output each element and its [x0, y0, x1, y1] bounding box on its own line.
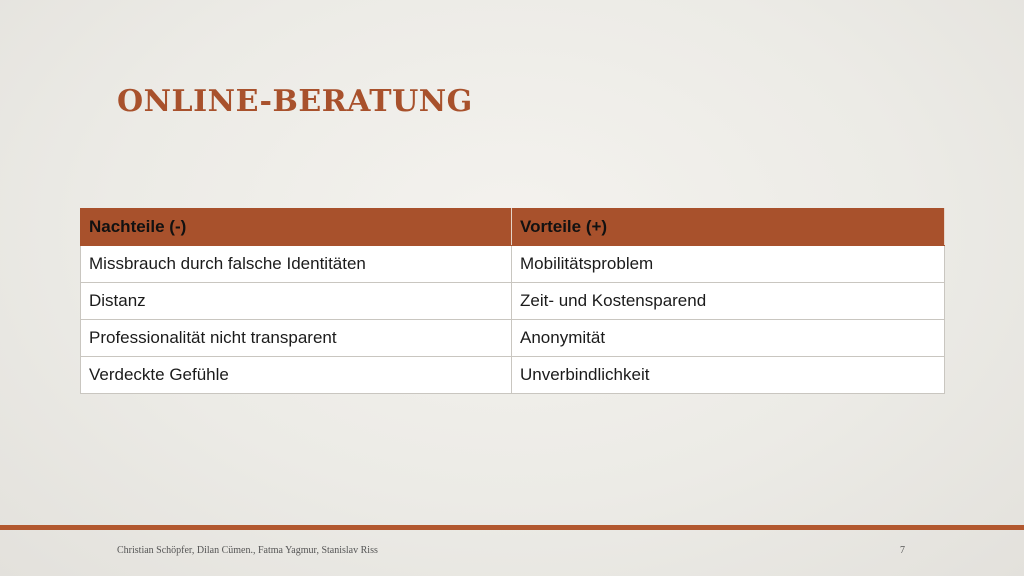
- slide-title: ONLINE-BERATUNG: [117, 84, 473, 119]
- header-nachteile: Nachteile (-): [81, 209, 512, 246]
- table-header-row: [81, 209, 945, 246]
- table-cell-nachteil: Verdeckte Gefühle: [81, 357, 512, 394]
- page-number: 7: [900, 545, 905, 556]
- table-cell-vorteil: Anonymität: [512, 320, 945, 357]
- table-row: [81, 283, 945, 320]
- footer-authors: Christian Schöpfer, Dilan Cümen., Fatma Yagmur, Stanislav Riss: [117, 545, 378, 556]
- table-row: [81, 246, 945, 283]
- table-cell-nachteil: Professionalität nicht transparent: [81, 320, 512, 357]
- footer-divider: [0, 525, 1024, 530]
- table-cell-vorteil: Unverbindlichkeit: [512, 357, 945, 394]
- table-cell-vorteil: Mobilitätsproblem: [512, 246, 945, 283]
- table-row: [81, 320, 945, 357]
- header-vorteile: Vorteile (+): [512, 209, 945, 246]
- comparison-table: [80, 208, 945, 394]
- table-cell-vorteil: Zeit- und Kostensparend: [512, 283, 945, 320]
- table-cell-nachteil: Distanz: [81, 283, 512, 320]
- table-cell-nachteil: Missbrauch durch falsche Identitäten: [81, 246, 512, 283]
- table-row: [81, 357, 945, 394]
